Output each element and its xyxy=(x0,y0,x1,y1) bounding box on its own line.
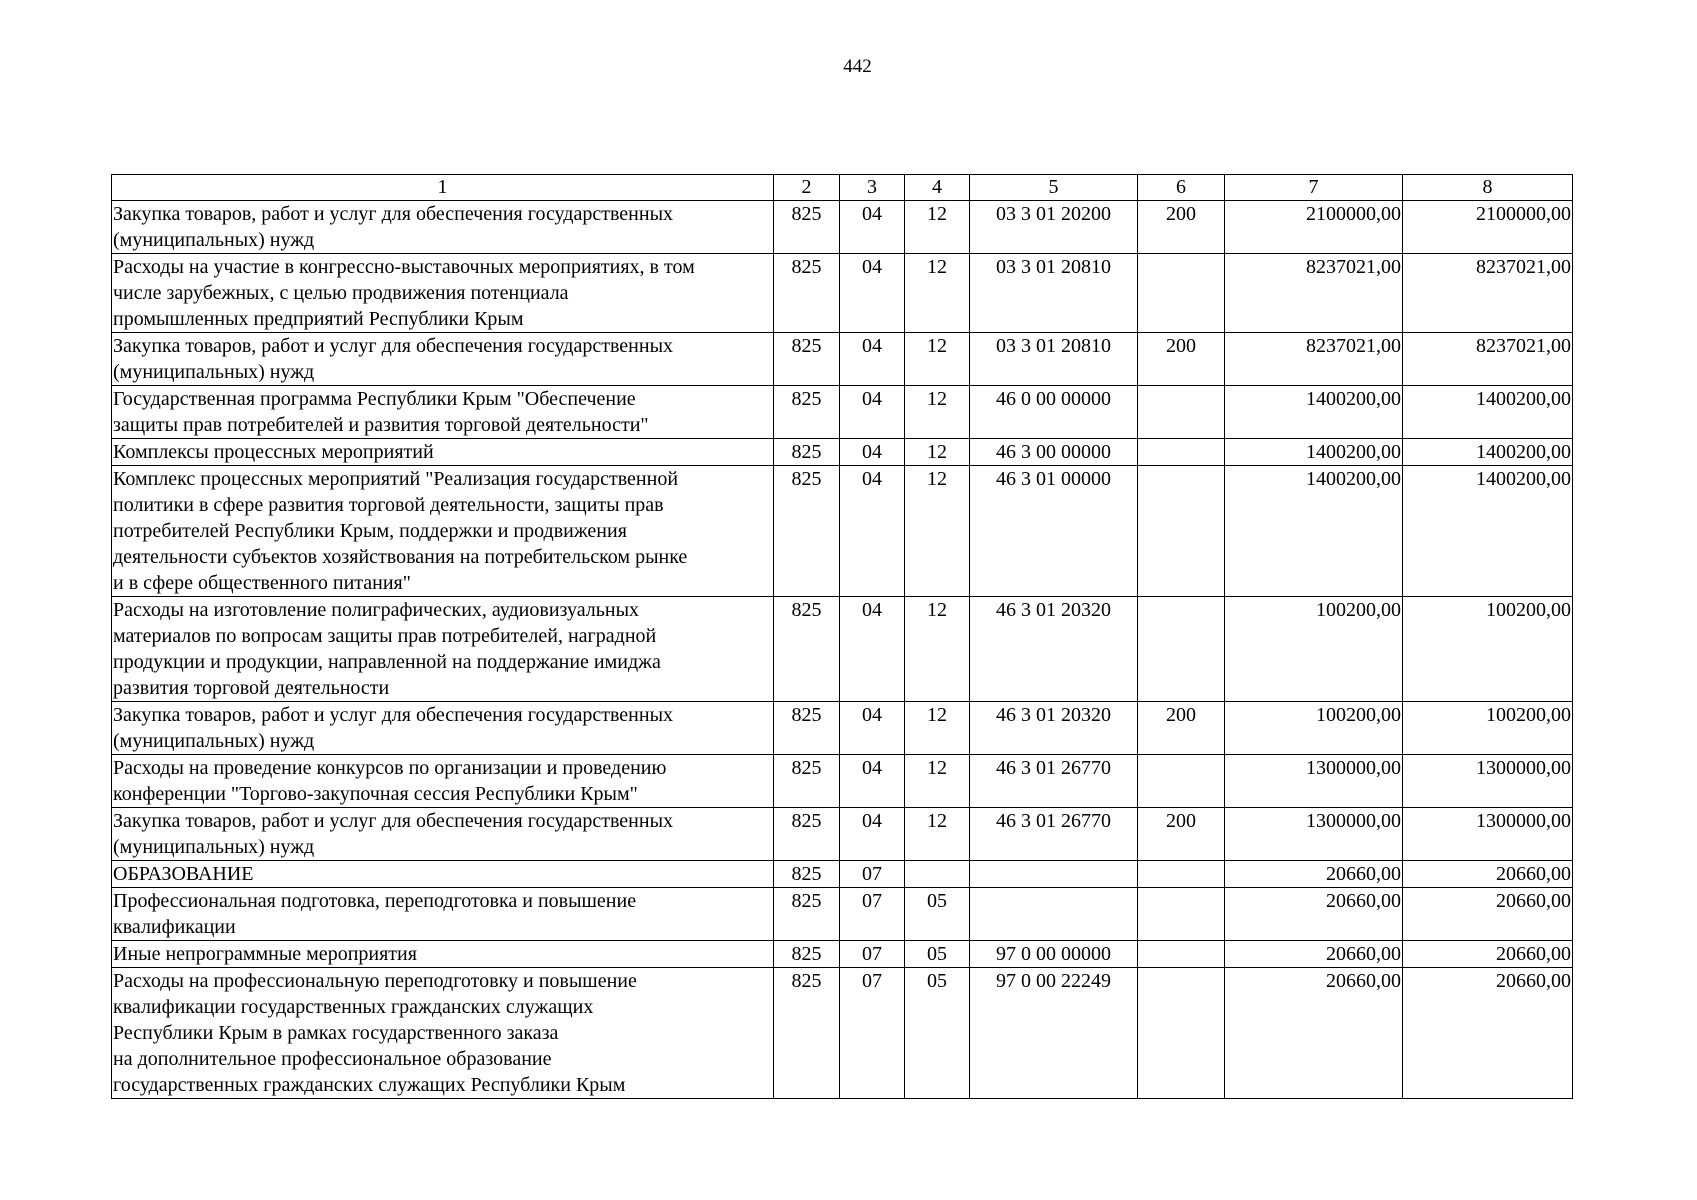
amount-year2-cell: 1400200,00 xyxy=(1403,466,1573,597)
target-article-cell: 46 3 01 20320 xyxy=(970,702,1138,755)
table-row xyxy=(112,466,1573,597)
table-row xyxy=(112,888,1573,941)
subsection-cell xyxy=(905,861,970,888)
amount-year2-cell: 8237021,00 xyxy=(1403,333,1573,386)
section-cell: 04 xyxy=(840,333,905,386)
amount-year2-cell: 20660,00 xyxy=(1403,941,1573,968)
subsection-cell: 12 xyxy=(905,597,970,702)
expense-type-cell: 200 xyxy=(1138,333,1225,386)
amount-year2-cell: 1300000,00 xyxy=(1403,808,1573,861)
amount-year2-cell: 100200,00 xyxy=(1403,702,1573,755)
table-row xyxy=(112,386,1573,439)
target-article-cell xyxy=(970,888,1138,941)
subsection-cell: 12 xyxy=(905,466,970,597)
expense-name-cell: Расходы на участие в конгрессно-выставочных мероприятиях, в том числе зарубежных, с целью продвижения потенциала промышленных предприятий Республики Крым xyxy=(112,254,774,333)
section-cell: 04 xyxy=(840,702,905,755)
table-row xyxy=(112,941,1573,968)
amount-year1-cell: 1400200,00 xyxy=(1225,466,1403,597)
table-row xyxy=(112,968,1573,1099)
section-cell: 04 xyxy=(840,597,905,702)
amount-year1-cell: 100200,00 xyxy=(1225,702,1403,755)
amount-year2-cell: 8237021,00 xyxy=(1403,254,1573,333)
subsection-cell: 05 xyxy=(905,941,970,968)
target-article-cell: 97 0 00 00000 xyxy=(970,941,1138,968)
expense-name-cell: Расходы на изготовление полиграфических, аудиовизуальных материалов по вопросам защиты прав потребителей, наградной продукции и продукции, направленной на поддержание имиджа развития торговой деятельности xyxy=(112,597,774,702)
grbs-cell: 825 xyxy=(774,439,840,466)
amount-year2-cell: 20660,00 xyxy=(1403,888,1573,941)
expense-name-cell: Иные непрограммные мероприятия xyxy=(112,941,774,968)
target-article-cell: 03 3 01 20810 xyxy=(970,254,1138,333)
section-cell: 04 xyxy=(840,808,905,861)
target-article-cell: 03 3 01 20200 xyxy=(970,201,1138,254)
amount-year2-cell: 20660,00 xyxy=(1403,968,1573,1099)
subsection-cell: 12 xyxy=(905,386,970,439)
subsection-cell: 12 xyxy=(905,755,970,808)
grbs-cell: 825 xyxy=(774,755,840,808)
table-row xyxy=(112,597,1573,702)
section-cell: 04 xyxy=(840,201,905,254)
subsection-cell: 12 xyxy=(905,808,970,861)
expense-type-cell: 200 xyxy=(1138,201,1225,254)
header-cell-5: 5 xyxy=(970,175,1138,201)
expense-name-cell: Закупка товаров, работ и услуг для обеспечения государственных (муниципальных) нужд xyxy=(112,201,774,254)
target-article-cell: 46 3 01 00000 xyxy=(970,466,1138,597)
target-article-cell xyxy=(970,861,1138,888)
subsection-cell: 12 xyxy=(905,333,970,386)
page-number: 442 xyxy=(843,56,872,77)
amount-year1-cell: 20660,00 xyxy=(1225,861,1403,888)
amount-year1-cell: 1400200,00 xyxy=(1225,439,1403,466)
section-cell: 04 xyxy=(840,439,905,466)
expense-type-cell xyxy=(1138,439,1225,466)
subsection-cell: 12 xyxy=(905,254,970,333)
amount-year1-cell: 1300000,00 xyxy=(1225,808,1403,861)
expense-name-cell: Расходы на проведение конкурсов по организации и проведению конференции "Торгово-закупочная сессия Республики Крым" xyxy=(112,755,774,808)
table-row xyxy=(112,333,1573,386)
target-article-cell: 46 3 01 26770 xyxy=(970,808,1138,861)
expense-name-cell: Комплексы процессных мероприятий xyxy=(112,439,774,466)
section-cell: 04 xyxy=(840,755,905,808)
subsection-cell: 12 xyxy=(905,702,970,755)
target-article-cell: 46 3 01 26770 xyxy=(970,755,1138,808)
target-article-cell: 46 0 00 00000 xyxy=(970,386,1138,439)
header-cell-3: 3 xyxy=(840,175,905,201)
table-body xyxy=(112,201,1573,1099)
grbs-cell: 825 xyxy=(774,888,840,941)
amount-year2-cell: 2100000,00 xyxy=(1403,201,1573,254)
grbs-cell: 825 xyxy=(774,597,840,702)
section-cell: 07 xyxy=(840,888,905,941)
expense-type-cell xyxy=(1138,386,1225,439)
expense-name-cell: Комплекс процессных мероприятий "Реализация государственной политики в сфере развития торговой деятельности, защиты прав потребителей Республики Крым, поддержки и продвижения деятельности субъектов хозяйствования на потребительском рынке и в сфере общественного питания" xyxy=(112,466,774,597)
amount-year2-cell: 1400200,00 xyxy=(1403,439,1573,466)
header-cell-8: 8 xyxy=(1403,175,1573,201)
amount-year2-cell: 100200,00 xyxy=(1403,597,1573,702)
expense-name-cell: Профессиональная подготовка, переподготовка и повышение квалификации xyxy=(112,888,774,941)
subsection-cell: 05 xyxy=(905,968,970,1099)
table-row xyxy=(112,254,1573,333)
section-cell: 07 xyxy=(840,968,905,1099)
table-row xyxy=(112,201,1573,254)
section-cell: 04 xyxy=(840,466,905,597)
expense-type-cell xyxy=(1138,254,1225,333)
amount-year2-cell: 1400200,00 xyxy=(1403,386,1573,439)
expense-type-cell xyxy=(1138,941,1225,968)
expense-name-cell: Закупка товаров, работ и услуг для обеспечения государственных (муниципальных) нужд xyxy=(112,702,774,755)
header-cell-1: 1 xyxy=(112,175,774,201)
table-row xyxy=(112,808,1573,861)
grbs-cell: 825 xyxy=(774,808,840,861)
amount-year1-cell: 1300000,00 xyxy=(1225,755,1403,808)
expense-type-cell xyxy=(1138,755,1225,808)
table-header-row xyxy=(112,175,1573,201)
grbs-cell: 825 xyxy=(774,968,840,1099)
amount-year1-cell: 8237021,00 xyxy=(1225,254,1403,333)
target-article-cell: 97 0 00 22249 xyxy=(970,968,1138,1099)
section-cell: 07 xyxy=(840,941,905,968)
target-article-cell: 03 3 01 20810 xyxy=(970,333,1138,386)
expense-name-cell: Расходы на профессиональную переподготовку и повышение квалификации государственных гражданских служащих Республики Крым в рамках государственного заказа на дополнительное профессиональное образование государственных гражданских служащих Республики Крым xyxy=(112,968,774,1099)
expense-name-cell: Закупка товаров, работ и услуг для обеспечения государственных (муниципальных) нужд xyxy=(112,333,774,386)
expense-type-cell: 200 xyxy=(1138,702,1225,755)
amount-year1-cell: 20660,00 xyxy=(1225,968,1403,1099)
amount-year1-cell: 1400200,00 xyxy=(1225,386,1403,439)
expense-type-cell xyxy=(1138,888,1225,941)
header-cell-6: 6 xyxy=(1138,175,1225,201)
section-cell: 04 xyxy=(840,254,905,333)
amount-year1-cell: 100200,00 xyxy=(1225,597,1403,702)
section-cell: 07 xyxy=(840,861,905,888)
grbs-cell: 825 xyxy=(774,201,840,254)
expense-type-cell xyxy=(1138,861,1225,888)
amount-year1-cell: 8237021,00 xyxy=(1225,333,1403,386)
expense-name-cell: Закупка товаров, работ и услуг для обеспечения государственных (муниципальных) нужд xyxy=(112,808,774,861)
grbs-cell: 825 xyxy=(774,702,840,755)
expense-name-cell: ОБРАЗОВАНИЕ xyxy=(112,861,774,888)
amount-year1-cell: 20660,00 xyxy=(1225,941,1403,968)
grbs-cell: 825 xyxy=(774,466,840,597)
expense-type-cell xyxy=(1138,597,1225,702)
expense-type-cell xyxy=(1138,968,1225,1099)
amount-year1-cell: 2100000,00 xyxy=(1225,201,1403,254)
table-row xyxy=(112,861,1573,888)
table-row xyxy=(112,702,1573,755)
grbs-cell: 825 xyxy=(774,333,840,386)
amount-year2-cell: 20660,00 xyxy=(1403,861,1573,888)
section-cell: 04 xyxy=(840,386,905,439)
expense-type-cell xyxy=(1138,466,1225,597)
header-cell-4: 4 xyxy=(905,175,970,201)
target-article-cell: 46 3 01 20320 xyxy=(970,597,1138,702)
amount-year1-cell: 20660,00 xyxy=(1225,888,1403,941)
subsection-cell: 12 xyxy=(905,201,970,254)
grbs-cell: 825 xyxy=(774,254,840,333)
expense-type-cell: 200 xyxy=(1138,808,1225,861)
table-row xyxy=(112,755,1573,808)
header-cell-7: 7 xyxy=(1225,175,1403,201)
header-cell-2: 2 xyxy=(774,175,840,201)
subsection-cell: 05 xyxy=(905,888,970,941)
amount-year2-cell: 1300000,00 xyxy=(1403,755,1573,808)
subsection-cell: 12 xyxy=(905,439,970,466)
grbs-cell: 825 xyxy=(774,386,840,439)
table-row xyxy=(112,439,1573,466)
target-article-cell: 46 3 00 00000 xyxy=(970,439,1138,466)
expense-name-cell: Государственная программа Республики Крым "Обеспечение защиты прав потребителей и развития торговой деятельности" xyxy=(112,386,774,439)
grbs-cell: 825 xyxy=(774,941,840,968)
grbs-cell: 825 xyxy=(774,861,840,888)
budget-table xyxy=(111,174,1573,1099)
